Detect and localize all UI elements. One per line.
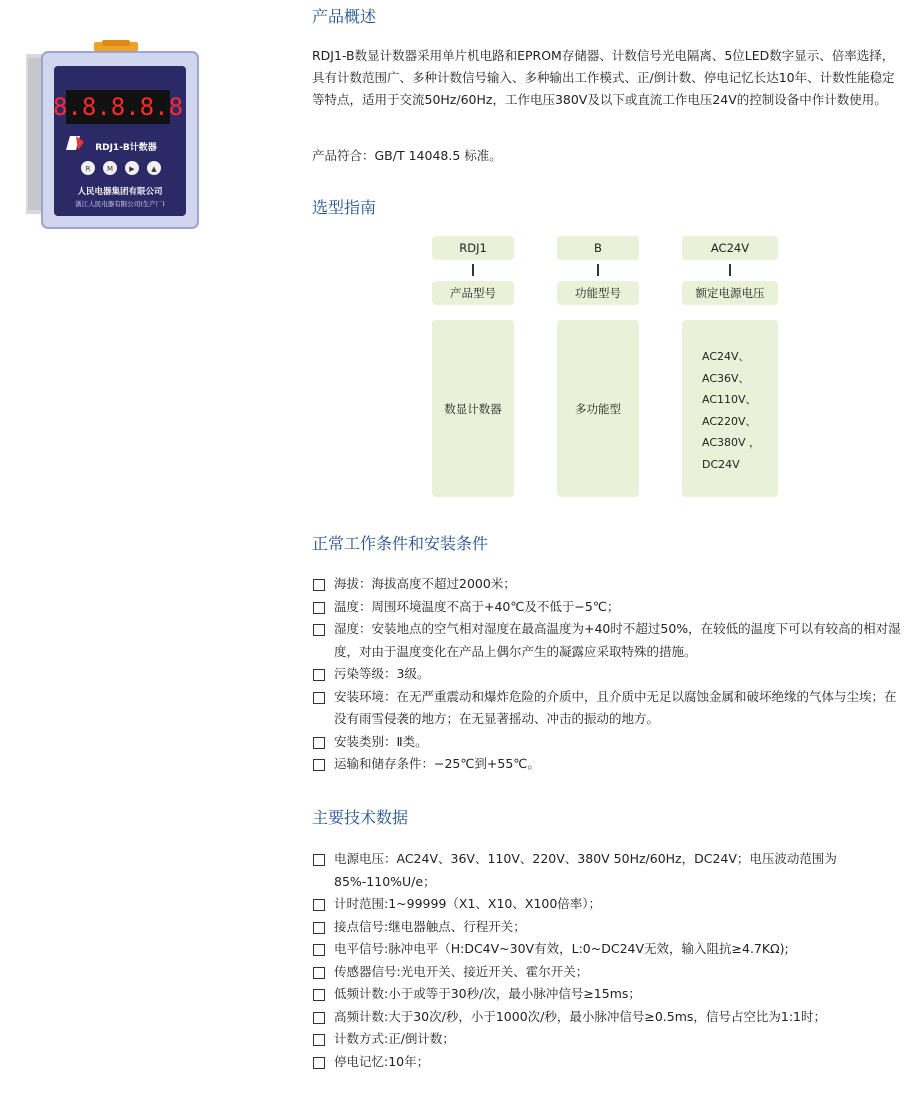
conditions-list (312, 573, 902, 776)
checkbox-icon (313, 1057, 325, 1069)
list-item: 温度：周围环境温度不高于+40℃及不低于−5℃； (312, 596, 902, 619)
list-item: 高频计数:大于30次/秒，小于1000次/秒，最小脉冲信号≥0.5ms，信号占空比为1:1时； (312, 1006, 902, 1029)
list-item: 传感器信号:光电开关、接近开关、霍尔开关； (312, 961, 902, 984)
product-image (26, 40, 202, 232)
svg-text:M: M (106, 165, 114, 173)
checkbox-icon (313, 624, 325, 636)
svg-text:浙江人民电器有限公司(生产厂): 浙江人民电器有限公司(生产厂) (75, 200, 165, 208)
guide-label-function: 功能型号 (557, 281, 639, 305)
conditions-title: 正常工作条件和安装条件 (312, 534, 489, 553)
checkbox-icon (313, 922, 325, 934)
list-item: 电平信号:脉冲电平（H:DC4V~30V有效，L:0~DC24V无效，输入阻抗≥4.7KΩ); (312, 938, 902, 961)
checkbox-icon (313, 1034, 325, 1046)
checkbox-icon (313, 759, 325, 771)
checkbox-icon (313, 579, 325, 591)
list-item: 污染等级：3级。 (312, 663, 902, 686)
overview-title: 产品概述 (312, 7, 377, 26)
list-item: 停电记忆:10年； (312, 1051, 902, 1074)
guide-code-voltage: AC24V (682, 236, 778, 260)
guide-code-product: RDJ1 (432, 236, 514, 260)
svg-text:▲: ▲ (151, 165, 157, 173)
list-item: 运输和储存条件：−25℃到+55℃。 (312, 753, 902, 776)
overview-paragraph: RDJ1-B数显计数器采用单片机电路和EPROM存储器、计数信号光电隔离、5位LED数字显示、倍率选择，具有计数范围广、多种计数信号输入、多种输出工作模式、正/倒计数、停电记忆长达10年、计数性能稳定等特点，适用于交流50Hz/60Hz，工作电压380V及以下或直流工作电压24V的控制设备中作计数使用。 (312, 48, 895, 107)
checkbox-icon (313, 944, 325, 956)
checkbox-icon (313, 967, 325, 979)
list-item: 湿度：安装地点的空气相对湿度在最高温度为+40时不超过50%，在较低的温度下可以有较高的相对湿度，对由于温度变化在产品上偶尔产生的凝露应采取特殊的措施。 (312, 618, 902, 663)
list-item: 电源电压：AC24V、36V、110V、220V、380V 50Hz/60Hz，DC24V；电压波动范围为85%-110%U/e； (312, 848, 902, 893)
voltage-list: AC24V、 AC36V、 AC110V、 AC220V、 AC380V ， DC24V (702, 350, 761, 471)
list-item: 计数方式:正/倒计数； (312, 1028, 902, 1051)
guide-connector (729, 264, 731, 276)
checkbox-icon (313, 692, 325, 704)
svg-text:▶: ▶ (129, 165, 135, 173)
list-item: 安装类别：Ⅱ类。 (312, 731, 902, 754)
tech-list (312, 848, 902, 1073)
checkbox-icon (313, 1012, 325, 1024)
guide-desc-function: 多功能型 (557, 320, 639, 497)
list-item: 接点信号:继电器触点、行程开关； (312, 916, 902, 939)
checkbox-icon (313, 854, 325, 866)
checkbox-icon (313, 669, 325, 681)
guide-label-voltage: 额定电源电压 (682, 281, 778, 305)
led-display: 8.8.8.8.8 (52, 93, 184, 121)
list-item: 海拔：海拔高度不超过2000米； (312, 573, 902, 596)
guide-connector (472, 264, 474, 276)
guide-connector (597, 264, 599, 276)
guide-desc-product: 数显计数器 (432, 320, 514, 497)
list-item: 安装环境：在无严重震动和爆炸危险的介质中，且介质中无足以腐蚀金属和破坏绝缘的气体与尘埃；在没有雨雪侵袭的地方；在无显著摇动、冲击的振动的地方。 (312, 686, 902, 731)
checkbox-icon (313, 602, 325, 614)
overview-standard: 产品符合：GB/T 14048.5 标准。 (312, 148, 502, 163)
guide-code-function: B (557, 236, 639, 260)
guide-desc-voltage (682, 320, 778, 497)
tech-title: 主要技术数据 (312, 808, 409, 827)
device-model-label: RDJ1-B计数器 (95, 143, 157, 153)
list-item: 计时范围:1~99999（X1、X10、X100倍率）； (312, 893, 902, 916)
checkbox-icon (313, 899, 325, 911)
guide-label-product: 产品型号 (432, 281, 514, 305)
guide-title: 选型指南 (312, 198, 377, 217)
svg-text:R: R (85, 165, 91, 173)
list-item: 低频计数:小于或等于30秒/次，最小脉冲信号≥15ms； (312, 983, 902, 1006)
checkbox-icon (313, 737, 325, 749)
svg-text:人民电器集团有限公司: 人民电器集团有限公司 (77, 187, 163, 197)
checkbox-icon (313, 989, 325, 1001)
